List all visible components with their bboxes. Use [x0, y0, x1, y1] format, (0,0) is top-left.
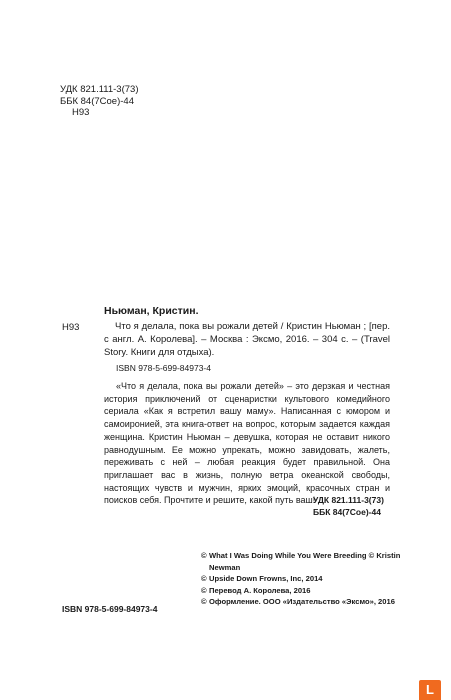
bbk-code: ББК 84(7Сое)-44	[60, 95, 134, 107]
catalog-author-sign: Н93	[62, 322, 80, 333]
classification-block	[60, 84, 139, 119]
udk-code: УДК 821.111-3(73)	[60, 84, 139, 95]
catalog-author: Ньюман, Кристин.	[104, 305, 199, 317]
copyright-symbol: ©	[201, 551, 207, 560]
copyright-line: © Перевод А. Королева, 2016	[201, 585, 311, 595]
copyright-symbol: ©	[201, 574, 207, 583]
bibliographic-description: Что я делала, пока вы рожали детей / Кристин Ньюман ; [пер. с англ. А. Королева]. – Москва : Эксмо, 2016. – 304 с. – (Travel Story. Книги для отдыха).	[104, 321, 390, 358]
copyright-list	[201, 550, 401, 608]
copyright-symbol: ©	[201, 597, 207, 606]
bottom-udk: УДК 821.111-3(73)	[313, 495, 384, 505]
copyright-line: © What I Was Doing While You Were Breeding © Kristin Newman	[201, 551, 401, 572]
copyright-line: © Оформление. ООО «Издательство «Эксмо», 2016	[201, 597, 395, 606]
author-sign: Н93	[72, 107, 90, 118]
catalog-isbn: ISBN 978-5-699-84973-4	[116, 363, 211, 373]
publisher-logo-icon: L	[419, 680, 441, 700]
copyright-line: © Upside Down Frowns, Inc, 2014	[201, 574, 323, 583]
bottom-classification	[313, 494, 384, 518]
bottom-bbk: ББК 84(7Сое)-44	[313, 507, 381, 517]
isbn-bottom: ISBN 978-5-699-84973-4	[62, 604, 158, 614]
annotation-text: «Что я делала, пока вы рожали детей» – это дерзкая и честная история приключений от сценаристки культового комедийного сериала «Как я встретил вашу маму». Написанная с юмором и самоиронией, эта книга-ответ на вопрос, которым задается каждая женщина. Кристин Ньюман – девушка, которая не оставит никого равнодушным. Ее можно упрекать, можно завидовать, жалеть, переживать с ней – любая реакция будет правильной. Она приглашает вас в жизнь, полную ветра океанской свободы, настоящих чувств и мужчин, ярких эмоций, красочных стран и поисков себя. Прочтите и решите, какой путь ваш!	[104, 381, 390, 506]
copyright-symbol: ©	[201, 585, 207, 595]
